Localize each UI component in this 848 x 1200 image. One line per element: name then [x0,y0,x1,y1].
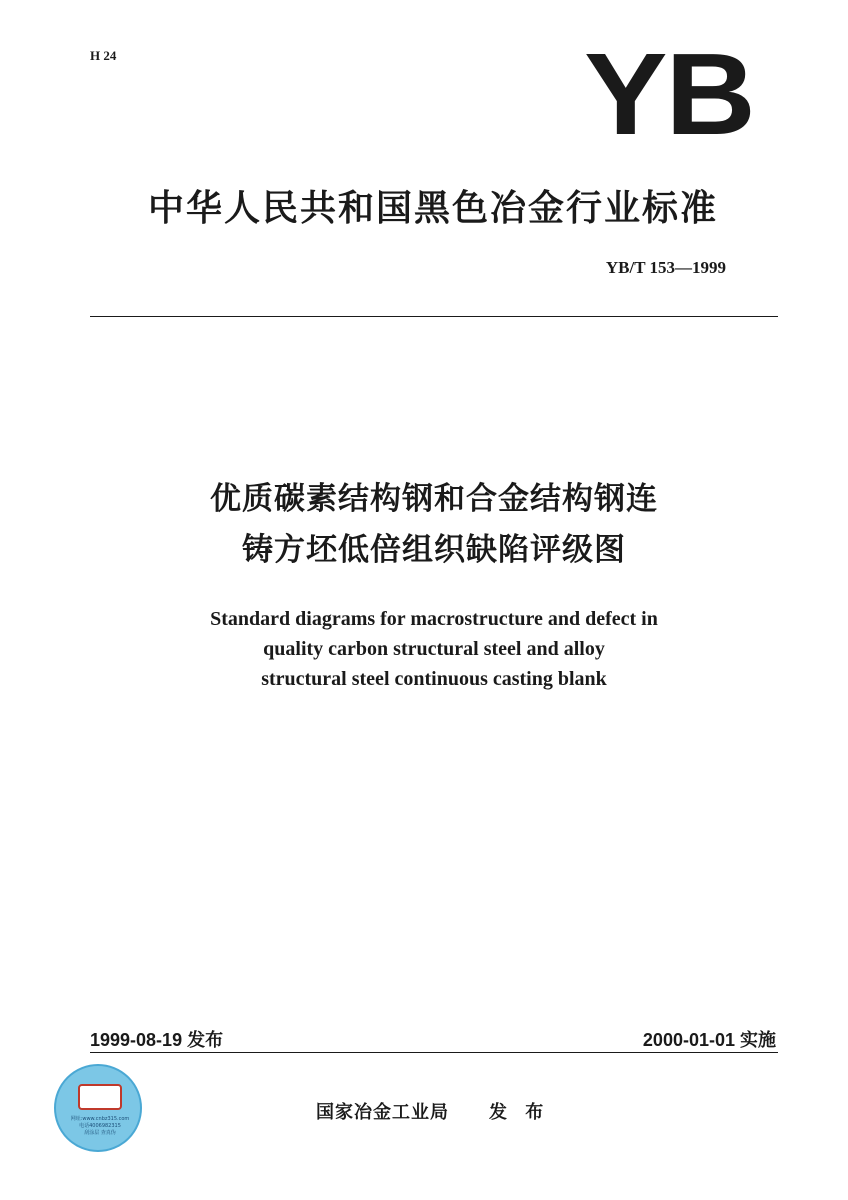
standard-number: YB/T 153—1999 [605,258,726,277]
title-cn-line-2: 铸方坯低倍组织缺陷评级图 [242,532,626,568]
stamp-text-2: 电话4006982315 [79,1123,121,1129]
anti-counterfeit-stamp [54,1064,142,1152]
title-en-line-2: quality carbon structural steel and alloy [263,638,605,660]
title-cn-line-1: 优质碳素结构钢和合金结构钢连 [210,481,658,517]
stamp-text-3: 刮涂层 查真伪 [84,1130,116,1136]
bottom-divider [90,1052,778,1053]
stamp-logo-icon [78,1084,122,1110]
yb-logo: YB [584,29,754,159]
publisher-action: 发 布 [489,1102,550,1123]
implementation-date: 2000-01-01 实施 [642,1030,776,1050]
classification-code: H 24 [90,48,117,63]
top-divider [90,316,778,317]
title-en-line-1: Standard diagrams for macrostructure and defect in [210,608,658,630]
issue-date: 1999-08-19 发布 [90,1030,224,1050]
stamp-text-1: 网址:www.cnbz315.com [70,1116,130,1122]
publisher-name: 国家冶金工业局 [316,1102,449,1123]
title-en-line-3: structural steel continuous casting blank [261,668,607,690]
standard-type-heading: 中华人民共和国黑色冶金行业标准 [147,188,718,229]
